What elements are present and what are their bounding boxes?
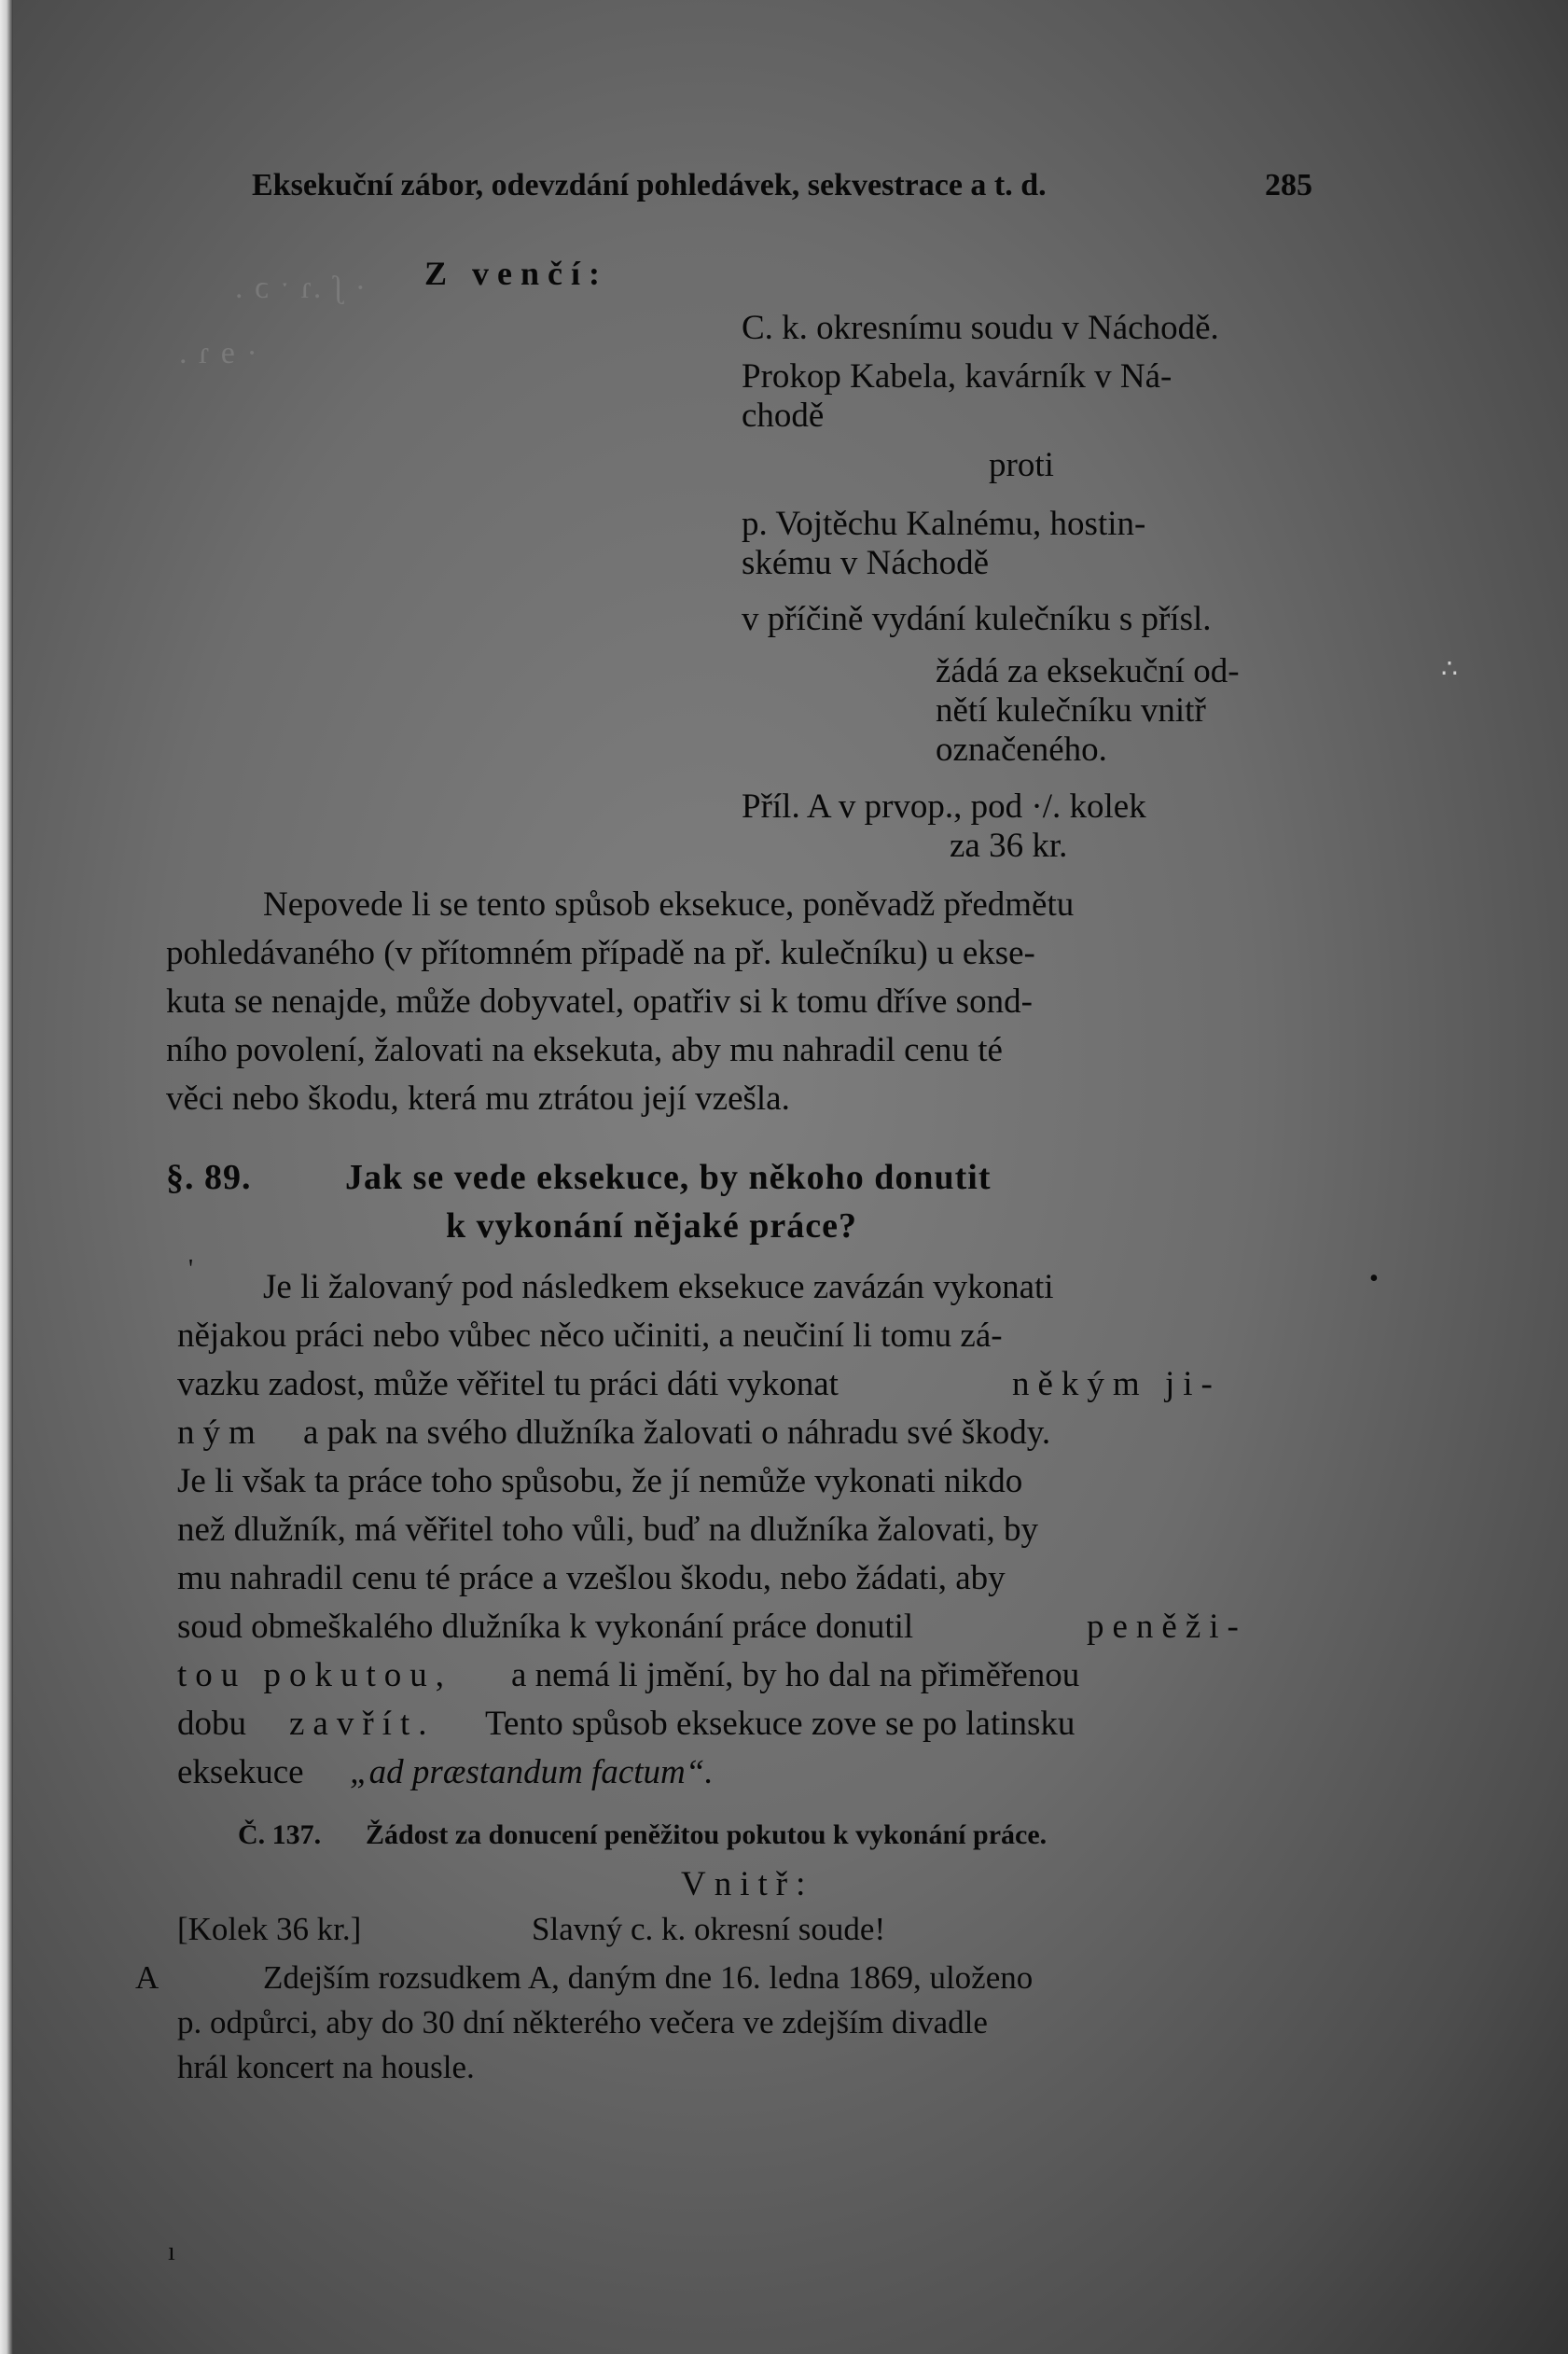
form1-defendant-line1: p. Vojtěchu Kalnému, hostin- [742, 505, 1146, 543]
ink-speck: ı [168, 2237, 175, 2266]
ink-speck: • [1369, 1264, 1379, 1293]
form1-direction: Z venčí: [424, 255, 608, 292]
paragraph2-line2: nějakou práci nebo vůbec něco učiniti, a neučiní li tomu zá- [177, 1316, 1003, 1355]
form1-request-line1: žádá za eksekuční od- [936, 652, 1240, 690]
paragraph1-line5: věci nebo škodu, která mu ztrátou její vzešla. [166, 1079, 790, 1118]
form2-direction: Vnitř: [681, 1865, 814, 1903]
paragraph2-line3b-spaced: někým ji- [1012, 1365, 1221, 1403]
form1-versus: proti [989, 446, 1054, 484]
paragraph2-line10a: dobu [177, 1705, 246, 1743]
paragraph2-line4a-spaced: ným [177, 1414, 264, 1452]
paragraph2-line10c: Tento spůsob eksekuce zove se po latinsku [485, 1705, 1075, 1743]
form2-margin-mark: A [135, 1959, 160, 1996]
form2-body-line3: hrál koncert na housle. [177, 2049, 475, 2085]
paragraph2-line8a: soud obmeškalého dlužníka k vykonání práce donutil [177, 1608, 914, 1646]
form1-request-line2: nětí kulečníku vnitř [936, 691, 1206, 730]
ink-speck: ∴ [1441, 655, 1458, 684]
form1-court: C. k. okresnímu soudu v Náchodě. [742, 309, 1219, 347]
paragraph2-line3a: vazku zadost, může věřitel tu práci dáti vykonat [177, 1365, 839, 1403]
form2-stamp: [Kolek 36 kr.] [177, 1911, 362, 1947]
show-through-1: · ʃ .ɿ ˑ ɔ . [233, 271, 367, 305]
section-title-line2: k vykonání nějaké práce? [446, 1206, 857, 1246]
paragraph2-line11b-latin: „ad præstandum factum“. [350, 1753, 714, 1791]
paragraph2-line9a-spaced: tou pokutou, [177, 1656, 453, 1694]
form2-number: Č. 137. [238, 1819, 322, 1850]
paragraph2-line1: Je li žalovaný pod následkem eksekuce zavázán vykonati [263, 1268, 1054, 1306]
show-through-2: · ɘ ɿ . [177, 336, 257, 370]
paragraph2-line10b-spaced: zavřít. [289, 1705, 436, 1743]
section-title-line1: Jak se vede eksekuce, by někoho donutit [345, 1158, 992, 1197]
paragraph1-line3: kuta se nenajde, může dobyvatel, opatřiv si k tomu dříve sond- [166, 982, 1033, 1021]
form1-request-line3: označeného. [936, 731, 1107, 769]
paragraph1-line2: pohledávaného (v přítomném případě na př. kulečníku) u ekse- [166, 934, 1035, 972]
form1-plaintiff-line2: chodě [742, 397, 825, 435]
running-header: Eksekuční zábor, odevzdání pohledávek, sekvestrace a t. d. [252, 168, 1047, 202]
paragraph2-line6: než dlužník, má věřitel toho vůli, buď na dlužníka žalovati, by [177, 1511, 1038, 1549]
paragraph1-line4: ního povolení, žalovati na eksekuta, aby mu nahradil cenu té [166, 1031, 1003, 1069]
form1-annex-line2: za 36 kr. [950, 827, 1068, 865]
paragraph1-line1: Nepovede li se tento spůsob eksekuce, poněvadž předmětu [263, 885, 1075, 924]
form2-body-line1: Zdejším rozsudkem A, daným dne 16. ledna 1869, uloženo [263, 1959, 1034, 1996]
form1-cause: v příčině vydání kulečníku s přísl. [742, 600, 1212, 638]
paragraph2-line5: Je li však ta práce toho spůsobu, že jí nemůže vykonati nikdo [177, 1462, 1023, 1500]
page-edge [0, 0, 13, 2354]
form2-salutation: Slavný c. k. okresní soude! [532, 1911, 886, 1947]
form1-defendant-line2: skému v Náchodě [742, 544, 990, 582]
form2-body-line2: p. odpůrci, aby do 30 dní některého večera ve zdejším divadle [177, 2004, 988, 2041]
form1-annex-line1: Příl. A v prvop., pod ·/. kolek [742, 787, 1146, 826]
page-number: 285 [1265, 168, 1312, 202]
paragraph2-line4b: a pak na svého dlužníka žalovati o náhradu své škody. [303, 1414, 1051, 1452]
paragraph2-line9b: a nemá li jmění, by ho dal na přiměřenou [511, 1656, 1080, 1694]
paragraph2-line7: mu nahradil cenu té práce a vzešlou škodu, nebo žádati, aby [177, 1559, 1006, 1597]
paragraph2-line11a: eksekuce [177, 1753, 304, 1791]
ink-speck: ' [188, 1255, 194, 1284]
form1-plaintiff-line1: Prokop Kabela, kavárník v Ná- [742, 357, 1173, 396]
paragraph2-line8b-spaced: peněži- [1087, 1608, 1247, 1646]
form2-title: Žádost za donucení peněžitou pokutou k vykonání práce. [366, 1819, 1048, 1850]
section-number: §. 89. [166, 1158, 252, 1197]
